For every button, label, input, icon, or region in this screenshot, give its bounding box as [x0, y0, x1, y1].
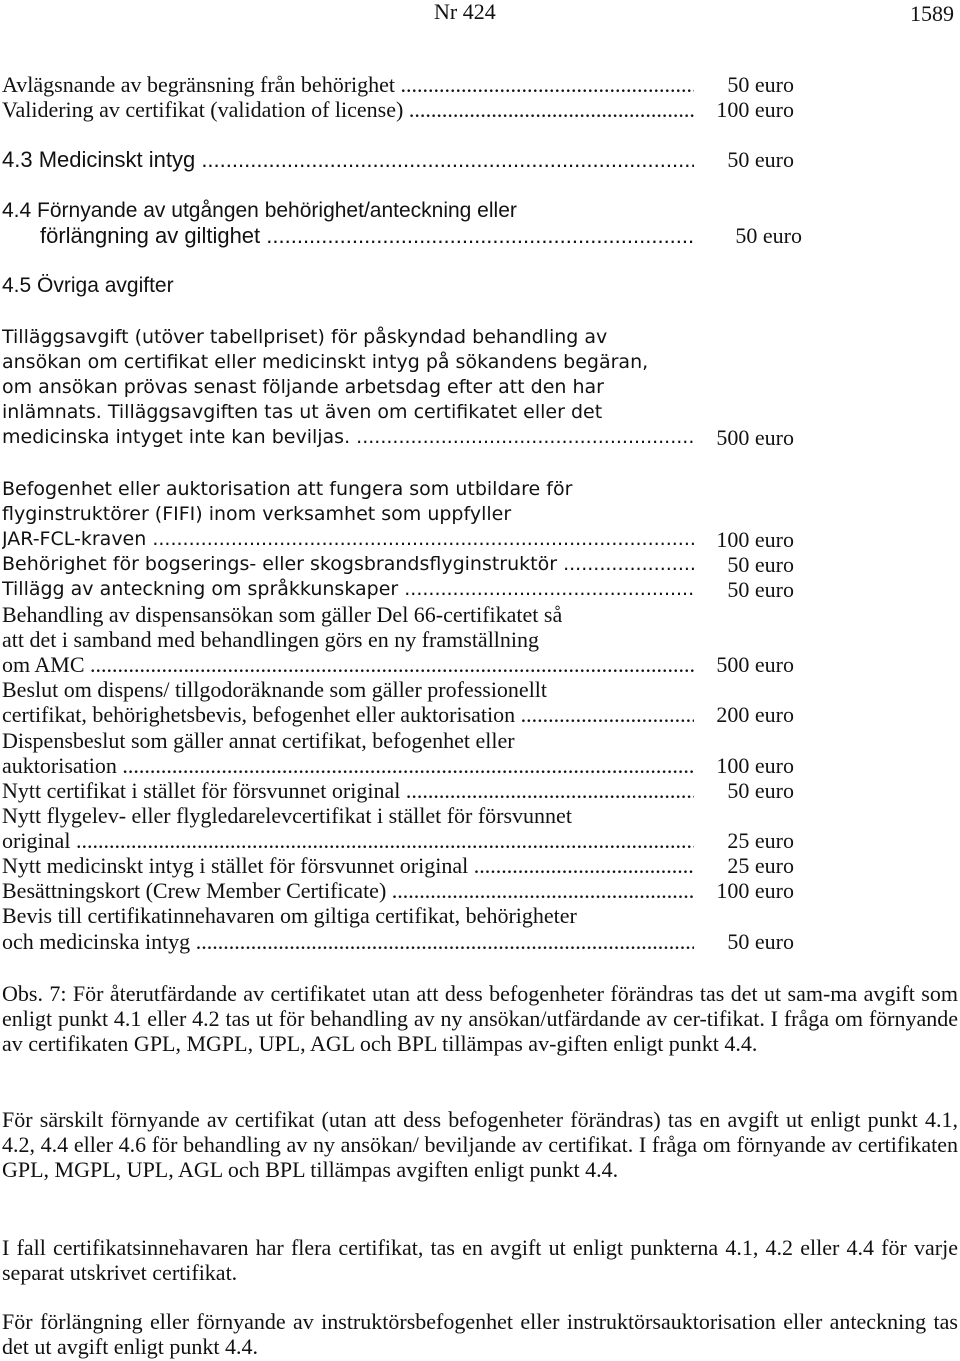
fee-label: Tillägg av anteckning om språkkunskaper .....: [2, 577, 694, 602]
fee-amount: 200 euro: [716, 702, 794, 727]
fee-label: original .....: [2, 828, 694, 853]
fee-line: att det i samband med behandlingen görs en ny framställning: [2, 627, 540, 652]
extra-fee-line: inlämnats. Tilläggsavgiften tas ut även om certifikatet eller det: [2, 401, 603, 423]
fee-label: certifikat, behörighetsbevis, befogenhet eller auktorisation .....: [2, 702, 694, 727]
fee-label: Behörighet för bogserings- eller skogsbrandsflyginstruktör .....: [2, 552, 694, 577]
note-paragraph: För förlängning eller förnyande av instruktörsbefogenhet eller instruktörsauktorisation eller anteckning tas det ut avgift enligt punkt 4.4.: [2, 1309, 958, 1359]
extra-fee-line: om ansökan prövas senast följande arbetsdag efter att den har: [2, 376, 604, 398]
section-heading-other: 4.5 Övriga avgifter: [2, 274, 174, 297]
fee-label: Besättningskort (Crew Member Certificate) .....: [2, 878, 694, 903]
fee-amount: 500 euro: [716, 652, 794, 677]
fee-line: Behandling av dispensansökan som gäller Del 66-certifikatet så: [2, 602, 563, 627]
fee-label: JAR-FCL-kraven .....: [2, 527, 694, 552]
extra-fee-line: Tilläggsavgift (utöver tabellpriset) för påskyndad behandling av: [2, 326, 608, 348]
note-paragraph: I fall certifikatsinnehavaren har flera certifikat, tas en avgift ut enligt punkterna 4.1, 4.2 eller 4.4 för varje separat utskrivet certifikat.: [2, 1235, 958, 1285]
fee-amount: 50 euro: [727, 577, 794, 602]
fee-label: om AMC .....: [2, 652, 694, 677]
fee-amount: 500 euro: [716, 425, 794, 450]
note-paragraph: Obs. 7: För återutfärdande av certifikatet utan att dess befogenheter förändras tas det ut sam-ma avgift som enligt punkt 4.1 eller 4.2 tas ut för behandling av ny ansökan/utfärdande av cer-tifikat. I fråga om förnyande av certifikaten GPL, MGPL, UPL, AGL och BPL tillämpas av-giften enligt punkt 4.4.: [2, 981, 958, 1056]
fee-amount: 100 euro: [716, 878, 794, 903]
section-heading-medical: 4.3 Medicinskt intyg .....: [2, 147, 694, 172]
fee-line: Nytt flygelev- eller flygledarelevcertifikat i stället för försvunnet: [2, 803, 572, 828]
fee-line: flyginstruktörer (FIFI) inom verksamhet som uppfyller: [2, 503, 512, 525]
fee-label: Nytt medicinskt intyg i stället för försvunnet original .....: [2, 853, 694, 878]
page-number: 1589: [910, 1, 954, 26]
fee-amount: 50 euro: [727, 552, 794, 577]
fee-amount: 50 euro: [727, 929, 794, 954]
fee-label: Avlägsnande av begränsning från behörighet .....: [2, 72, 694, 97]
note-paragraph: För särskilt förnyande av certifikat (utan att dess befogenheter förändras) tas en avgift ut enligt punkt 4.1, 4.2, 4.4 eller 4.6 för behandling av ny ansökan/ beviljande av certifikat. I fråga om förnyande av certifikaten GPL, MGPL, UPL, AGL och BPL tillämpas avgiften enligt punkt 4.4.: [2, 1107, 958, 1182]
section-heading-renewal: 4.4 Förnyande av utgången behörighet/anteckning eller: [2, 199, 517, 222]
fee-line: Beslut om dispens/ tillgodoräknande som gäller professionellt: [2, 677, 548, 702]
fee-amount: 50 euro: [735, 223, 802, 248]
extra-fee-last: medicinska intyget inte kan beviljas. .....: [2, 425, 694, 450]
fee-amount: 100 euro: [716, 753, 794, 778]
section-heading-renewal-cont: förlängning av giltighet .....: [40, 223, 694, 248]
fee-amount: 100 euro: [716, 527, 794, 552]
fee-amount: 50 euro: [727, 778, 794, 803]
extra-fee-line: ansökan om certifikat eller medicinskt intyg på sökandens begäran,: [2, 351, 649, 373]
fee-label: auktorisation .....: [2, 753, 694, 778]
fee-label: och medicinska intyg .....: [2, 929, 694, 954]
fee-line: Bevis till certifikatinnehavaren om giltiga certifikat, behörigheter: [2, 903, 577, 928]
fee-amount: 50 euro: [727, 147, 794, 172]
fee-label: Nytt certifikat i stället för försvunnet original .....: [2, 778, 694, 803]
fee-line: Dispensbeslut som gäller annat certifikat, befogenhet eller: [2, 728, 515, 753]
fee-amount: 25 euro: [727, 828, 794, 853]
fee-amount: 100 euro: [716, 97, 794, 122]
fee-line: Befogenhet eller auktorisation att fungera som utbildare för: [2, 478, 573, 500]
issue-number: Nr 424: [434, 0, 496, 24]
fee-amount: 50 euro: [727, 72, 794, 97]
fee-amount: 25 euro: [727, 853, 794, 878]
fee-label: Validering av certifikat (validation of license) .....: [2, 97, 694, 122]
